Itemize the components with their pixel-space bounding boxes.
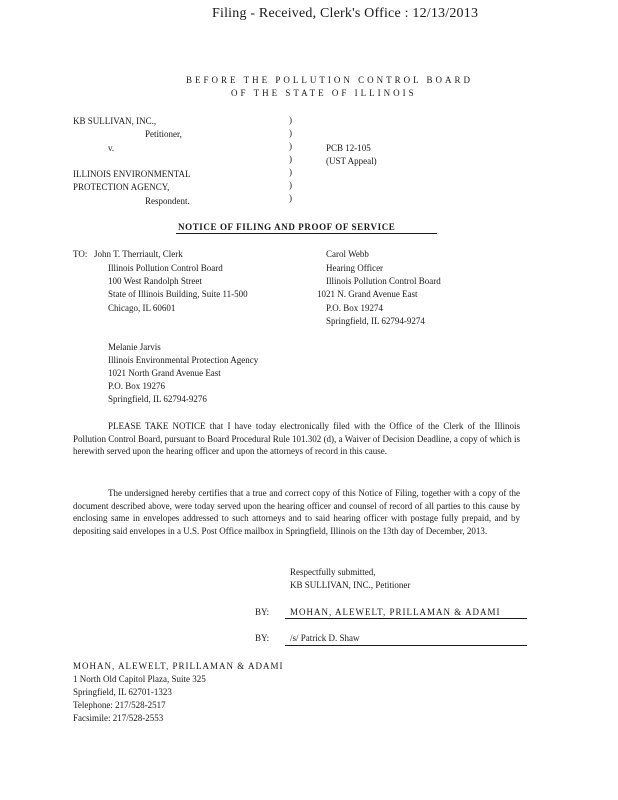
to-label: TO: xyxy=(73,249,88,259)
respectfully-submitted: Respectfully submitted, xyxy=(290,567,376,577)
firm-facsimile: Facsimile: 217/528-2553 xyxy=(73,713,164,723)
filing-received-header: Filing - Received, Clerk's Office : 12/13/2013 xyxy=(212,6,479,21)
hearing-officer-line4: 1021 N. Grand Avenue East xyxy=(317,289,418,299)
caption-paren: ) xyxy=(289,193,292,203)
caption-paren: ) xyxy=(289,180,292,190)
case-number: PCB 12-105 xyxy=(326,143,371,153)
petitioner-role: Petitioner, xyxy=(145,129,182,139)
respondent-role: Respondent. xyxy=(145,196,190,206)
by-label: BY: xyxy=(255,633,270,643)
hearing-officer-line1: Carol Webb xyxy=(326,249,369,259)
agency-line2: Illinois Environmental Protection Agency xyxy=(108,355,259,365)
case-type: (UST Appeal) xyxy=(326,156,377,166)
caption-paren: ) xyxy=(289,154,292,164)
versus: v. xyxy=(108,143,115,153)
caption-paren: ) xyxy=(289,115,292,125)
agency-line5: Springfield, IL 62794-9276 xyxy=(108,394,207,404)
hearing-officer-line3: Illinois Pollution Control Board xyxy=(326,276,441,286)
clerk-line2: Illinois Pollution Control Board xyxy=(108,263,223,273)
firm-address2: Springfield, IL 62701-1323 xyxy=(73,687,172,697)
agency-line4: P.O. Box 19276 xyxy=(108,381,166,391)
firm-address1: 1 North Old Capitol Plaza, Suite 325 xyxy=(73,674,206,684)
firm-telephone: Telephone: 217/528-2517 xyxy=(73,700,166,710)
electronic-signature: /s/ Patrick D. Shaw xyxy=(290,633,360,643)
firm-name: MOHAN, ALEWELT, PRILLAMAN & ADAMI xyxy=(73,661,284,671)
notice-title: NOTICE OF FILING AND PROOF OF SERVICE xyxy=(178,222,396,232)
respondent-line2: PROTECTION AGENCY, xyxy=(73,182,170,192)
agency-line3: 1021 North Grand Avenue East xyxy=(108,368,221,378)
notice-title-underline xyxy=(176,233,437,234)
certification-paragraph: The undersigned hereby certifies that a true and correct copy of this Notice of Filing, together with a copy of the document described above, were today served upon the hearing officer and counsel of record of all parties to this cause by enclosing same in envelopes addressed to such attorneys and to said hearing officer with postage fully prepaid, and by depositing said envelopes in a U.S. Post Office mailbox in Springfield, Illinois on the 13th day of December, 2013. xyxy=(73,488,520,536)
clerk-line3: 100 West Randolph Street xyxy=(108,276,202,286)
caption-paren: ) xyxy=(289,141,292,151)
clerk-line1: John T. Therriault, Clerk xyxy=(94,249,183,259)
hearing-officer-line6: Springfield, IL 62794-9274 xyxy=(326,316,425,326)
respondent-line1: ILLINOIS ENVIRONMENTAL xyxy=(73,169,191,179)
hearing-officer-line2: Hearing Officer xyxy=(326,263,384,273)
petitioner-name: KB SULLIVAN, INC., xyxy=(73,116,157,126)
caption-paren: ) xyxy=(289,128,292,138)
clerk-line4: State of Illinois Building, Suite 11-500 xyxy=(108,289,248,299)
firm-signature-line xyxy=(285,618,527,619)
petitioner-signature: KB SULLIVAN, INC., Petitioner xyxy=(290,580,411,590)
caption-paren: ) xyxy=(289,167,292,177)
hearing-officer-line5: P.O. Box 19274 xyxy=(326,303,384,313)
board-heading-line1: BEFORE THE POLLUTION CONTROL BOARD xyxy=(186,75,474,85)
firm-signature: MOHAN, ALEWELT, PRILLAMAN & ADAMI xyxy=(290,607,501,617)
by-label: BY: xyxy=(255,607,270,617)
notice-paragraph: PLEASE TAKE NOTICE that I have today electronically filed with the Office of the Clerk of the Illinois Pollution Control Board, pursuant to Board Procedural Rule 101.302 (d), a Waiver of Decision Deadline, a copy of which is herewith served upon the hearing officer and upon the attorneys of record in this cause. xyxy=(73,421,520,456)
board-heading-line2: OF THE STATE OF ILLINOIS xyxy=(231,88,417,98)
agency-line1: Melanie Jarvis xyxy=(108,342,161,352)
clerk-line5: Chicago, IL 60601 xyxy=(108,303,176,313)
signer-line xyxy=(285,645,527,646)
